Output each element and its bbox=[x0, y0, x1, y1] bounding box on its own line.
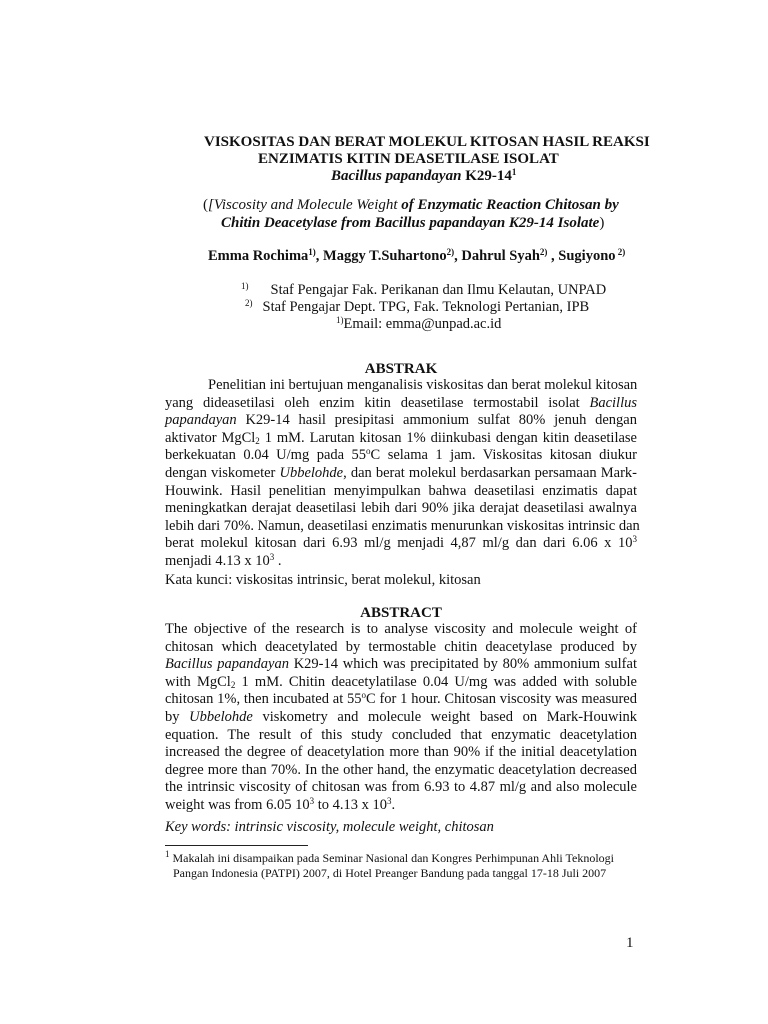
email-line: $^{1)}$Email: emma@unpad.ac.id bbox=[336, 315, 502, 332]
abstract-line: equation. The result of this study concluded that enzymatic deacetylation bbox=[165, 726, 637, 743]
abstract-line: The objective of the research is to analyse viscosity and molecule weight of bbox=[165, 621, 637, 637]
footnote-line-1: $^1$ Makalah ini disampaikan pada Seminar Nasional dan Kongres Perhimpunan Ahli Teknologi bbox=[165, 849, 615, 865]
footnote bbox=[165, 851, 614, 880]
title-species: Bacillus papandayan bbox=[331, 168, 462, 184]
abstrak-line: berat molekul kitosan dari 6.93 ml/g menjadi 4,87 ml/g dan dari 6.06 x $10^3$ bbox=[165, 534, 637, 552]
abstrak-line: dengan viskometer Ubbelohde, dan berat molekul berdasarkan persamaan Mark- bbox=[165, 464, 637, 481]
title-line-1: VISKOSITAS DAN BERAT MOLEKUL KITOSAN HASIL REAKSI bbox=[204, 134, 650, 150]
author-4: Sugiyono $^{2)}$ bbox=[558, 247, 626, 264]
title-line-2: ENZIMATIS KITIN DEASETILASE ISOLAT bbox=[258, 151, 559, 167]
abstract-heading: ABSTRACT bbox=[360, 605, 442, 621]
author-2: Maggy T.Suhartono$^{2)}$, bbox=[323, 247, 462, 264]
author-list bbox=[208, 248, 625, 265]
abstract-line: chitosan 1%, then incubated at 55$^o$C for 1 hour. Chitosan viscosity was measured bbox=[165, 690, 637, 708]
abstract-body bbox=[165, 621, 637, 815]
abstract-line: by Ubbelohde viskometry and molecule weight based on Mark-Houwink bbox=[165, 708, 637, 725]
abstract-line: Bacillus papandayan K29-14 which was precipitated by 80% ammonium sulfat bbox=[165, 656, 637, 673]
abstract-line: with MgCl$_2$ 1 mM. Chitin deacetylatilase 0.04 U/mg was added with soluble bbox=[165, 673, 637, 690]
abstrak-line: berkekuatan 0.04 U/mg pada 55$^o$C selama 1 jam. Viskositas kitosan diukur bbox=[165, 446, 637, 464]
author-3: Dahrul Syah$^{2)}$ , bbox=[461, 247, 559, 264]
affiliation-1: $^{1)}$ Staf Pengajar Fak. Perikanan dan Ilmu Kelautan, UNPAD bbox=[241, 281, 607, 298]
abstract-line: degree more than 70%. In the other hand, the enzymatic deacetylation decreased bbox=[165, 761, 637, 778]
abstrak-line: Houwink. Hasil penelitian menyimpulkan bahwa deasetilasi enzimatis dapat bbox=[165, 482, 637, 499]
kata-kunci: Kata kunci: viskositas intrinsic, berat molekul, kitosan bbox=[165, 572, 481, 588]
abstrak-line: aktivator MgCl$_2$ 1 mM. Larutan kitosan 1% diinkubasi dengan kitin deasetilase bbox=[165, 429, 637, 446]
english-title-line-2: Chitin Deacetylase from Bacillus papandayan K29-14 Isolate) bbox=[221, 215, 605, 231]
abstrak-body bbox=[165, 377, 640, 571]
english-title-line-1: ([Viscosity and Molecule Weight of Enzymatic Reaction Chitosan by bbox=[203, 197, 619, 213]
title-line-3: Bacillus papandayan $K29-14^1$ bbox=[331, 167, 517, 184]
abstract-line: chitosan which deacetylated by termostable chitin deacetylase produced by bbox=[165, 638, 637, 655]
footnote-line-2: Pangan Indonesia (PATPI) 2007, di Hotel Preanger Bandung pada tanggal 17-18 Juli 2007 bbox=[173, 865, 607, 880]
footnote-rule bbox=[165, 845, 308, 846]
abstrak-line: yang dideasetilasi oleh enzim kitin deasetilase termostabil isolat Bacillus bbox=[165, 394, 637, 411]
abstrak-line: meningkatkan derajat deasetilasi lebih dari 90% jika derajat deasetilasi awalnya bbox=[165, 500, 637, 517]
abstrak-line: lebih dari 70%. Namun, deasetilasi enzimatis menurunkan viskositas intrinsic dan bbox=[165, 517, 640, 534]
abstract-line: the intrinsic viscosity of chitosan was from 6.93 to 4.87 ml/g and also molecule bbox=[165, 779, 637, 796]
abstrak-line: menjadi 4.13 x $10^3$ . bbox=[165, 551, 282, 569]
abstrak-line: papandayan K29-14 hasil presipitasi ammonium sulfat 80% jenuh dengan bbox=[165, 412, 637, 429]
abstrak-line: Penelitian ini bertujuan menganalisis viskositas dan berat molekul kitosan bbox=[208, 377, 638, 393]
key-words: Key words: intrinsic viscosity, molecule weight, chitosan bbox=[165, 819, 494, 835]
page-number: 1 bbox=[626, 935, 634, 951]
abstract-line: increased the degree of deacetylation more than 90% if the initial deacetylation bbox=[165, 744, 637, 761]
author-1: Emma Rochima$^{1)}$, bbox=[208, 247, 324, 264]
affiliation-2: $^{2)}$ Staf Pengajar Dept. TPG, Fak. Teknologi Pertanian, IPB bbox=[245, 298, 590, 315]
abstrak-heading: ABSTRAK bbox=[364, 361, 438, 377]
abstract-line: weight was from 6.05 $10^3$ to 4.13 x $10^3$. bbox=[165, 795, 396, 813]
